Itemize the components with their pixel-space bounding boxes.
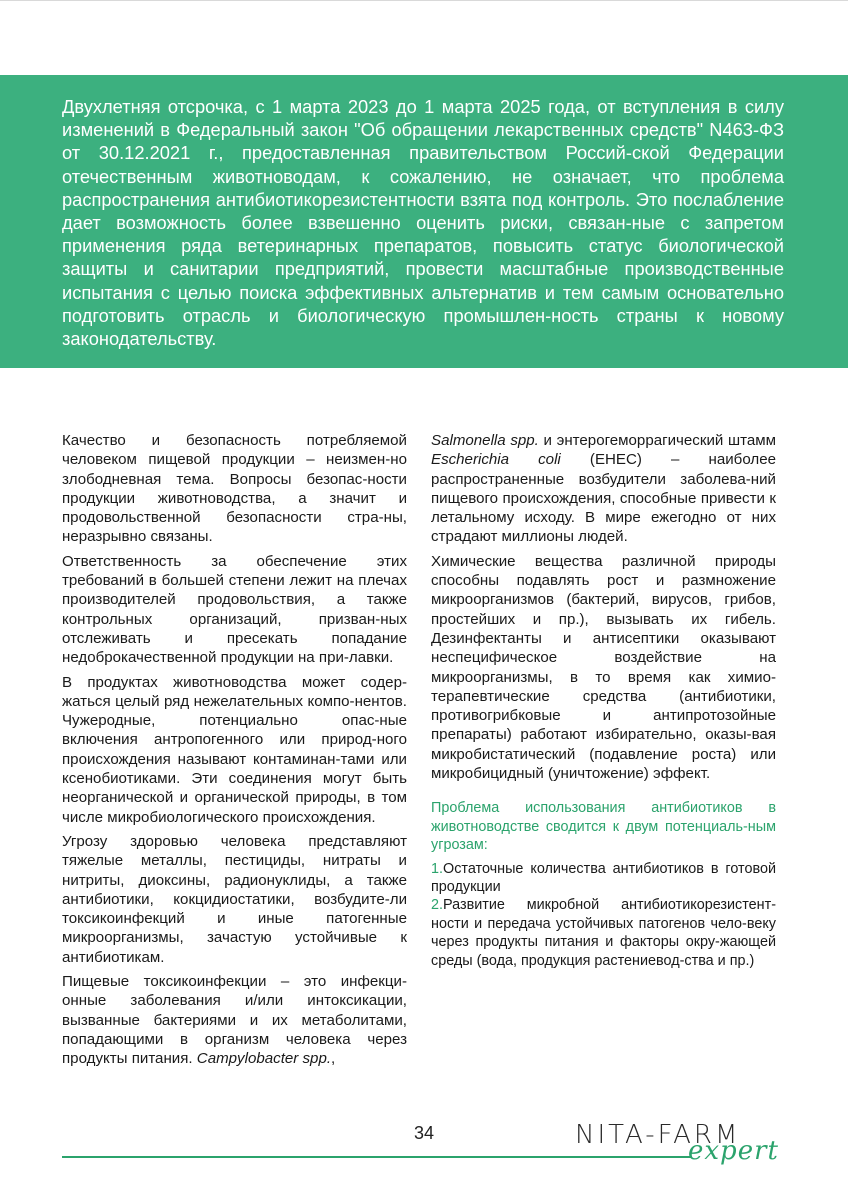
intro-banner [0,75,848,368]
paragraph [62,972,407,1068]
list-number: 1. [431,860,444,877]
paragraph: Угрозу здоровью человека представляют тяжелые металлы, пестициды, нитраты и нитриты, диоксины, радионуклиды, а также антибиотики, кокцидиостатики, возбудите-ли токсикоинфекций и иные патогенные микроорганизмы, зачастую устойчивые к антибиотикам. [62,832,407,966]
footer-divider [62,1156,692,1158]
paragraph-text: , [331,1050,336,1068]
paragraph: В продуктах животноводства может содер-жаться целый ряд нежелательных компо-нентов. Чужеродные, потенциально опас-ные включения антропогенного или природ-ного происхождения называют контаминан-тами или ксенобиотиками. Эти соединения могут быть неорганической и органической природы, в том числе микробиологического происхождения. [62,673,407,826]
paragraph: Качество и безопасность потребляемой человеком пищевой продукции – неизмен-но злободневная тема. Вопросы безопас-ности продукции животноводства, а значит и продовольственной безопасности стра-ны, неразрывно связаны. [62,432,407,546]
paragraph [431,431,776,547]
list-item [431,860,776,897]
left-column [62,431,407,1074]
paragraph: Ответственность за обеспечение этих требований в большей степени лежит на плечах производителей продовольствия, а также контрольных организаций, призван-ных отслеживать и пресекать попадание недоброкачественной продукции на при-лавки. [62,552,407,667]
paragraph: Химические вещества различной природы способны подавлять рост и размножение микроорганизмов (бактерий, вирусов, грибов, простейших и пр.), вызывать их гибель. Дезинфектанты и антисептики оказывают неспецифическое воздействие на микроорганизмы, в то время как химио-терапевтические средства (антибиотики, противогрибковые и антипротозойные препараты) работают избирательно, оказы-вая микробистатический (подавление роста) или микробицидный (уничтожение) эффект. [431,552,776,783]
page-number: 34 [413,1123,435,1143]
brand-logo-subtitle: expert [688,1136,779,1166]
paragraph-text: и энтерогеморрагический штамм [538,432,776,449]
list-number: 2. [431,897,444,914]
intro-text: Двухлетняя отсрочка, с 1 марта 2023 до 1 марта 2025 года, от вступления в силу изменений в Федеральный закон "Об обращении лекарственных средств" N463-ФЗ от 30.12.2021 г., предоставленная правительством Россий-ской Федерации отечественным животноводам, к сожалению, не означает, что проблема распространения антибиотикорезистентности взята под контроль. Это послабление дает возможность более взвешенно оценить риски, связан-ные с запретом применения ряда ветеринарных препаратов, повысить статус биологической защиты и санитарии предприятий, провести масштабные производственные испытания с целью поиска эффективных альтернатив и тем самым основательно подготовить отрасль и биологическую промышлен-ность страны к новому законодательству. [62,96,784,350]
brand-logo: NITA-FARM [575,1120,741,1150]
green-heading: Проблема использования антибиотиков в животноводстве сводится к двум потенциаль-ным угрозам: [431,800,776,854]
paragraph-text: (EHEC) – наиболее распространенные возбудители заболева-ний пищевого происхождения, способные привести к летальному исходу. В мире ежегодно от них страдают миллионы людей. [431,451,776,546]
species-name: Campylobacter spp. [196,1050,332,1068]
top-rule [0,0,848,1]
list-item [431,896,776,970]
right-column [431,431,776,970]
species-name: Escherichia coli [431,451,561,469]
list-text: Развитие микробной антибиотикорезистент-ности и передача устойчивых патогенов чело-веку через продукты питания и факторы окру-жающей среды (вода, продукция растениевод-ства и пр.) [431,897,776,969]
species-name: Salmonella spp. [431,432,539,449]
paragraph-text: Пищевые токсикоинфекции – это инфекци-онные заболевания и/или интоксикации, вызванные бактериями и их метаболитами, попадающими в организм человека через продукты питания. [62,973,407,1068]
list-text: Остаточные количества антибиотиков в готовой продукции [431,860,776,895]
